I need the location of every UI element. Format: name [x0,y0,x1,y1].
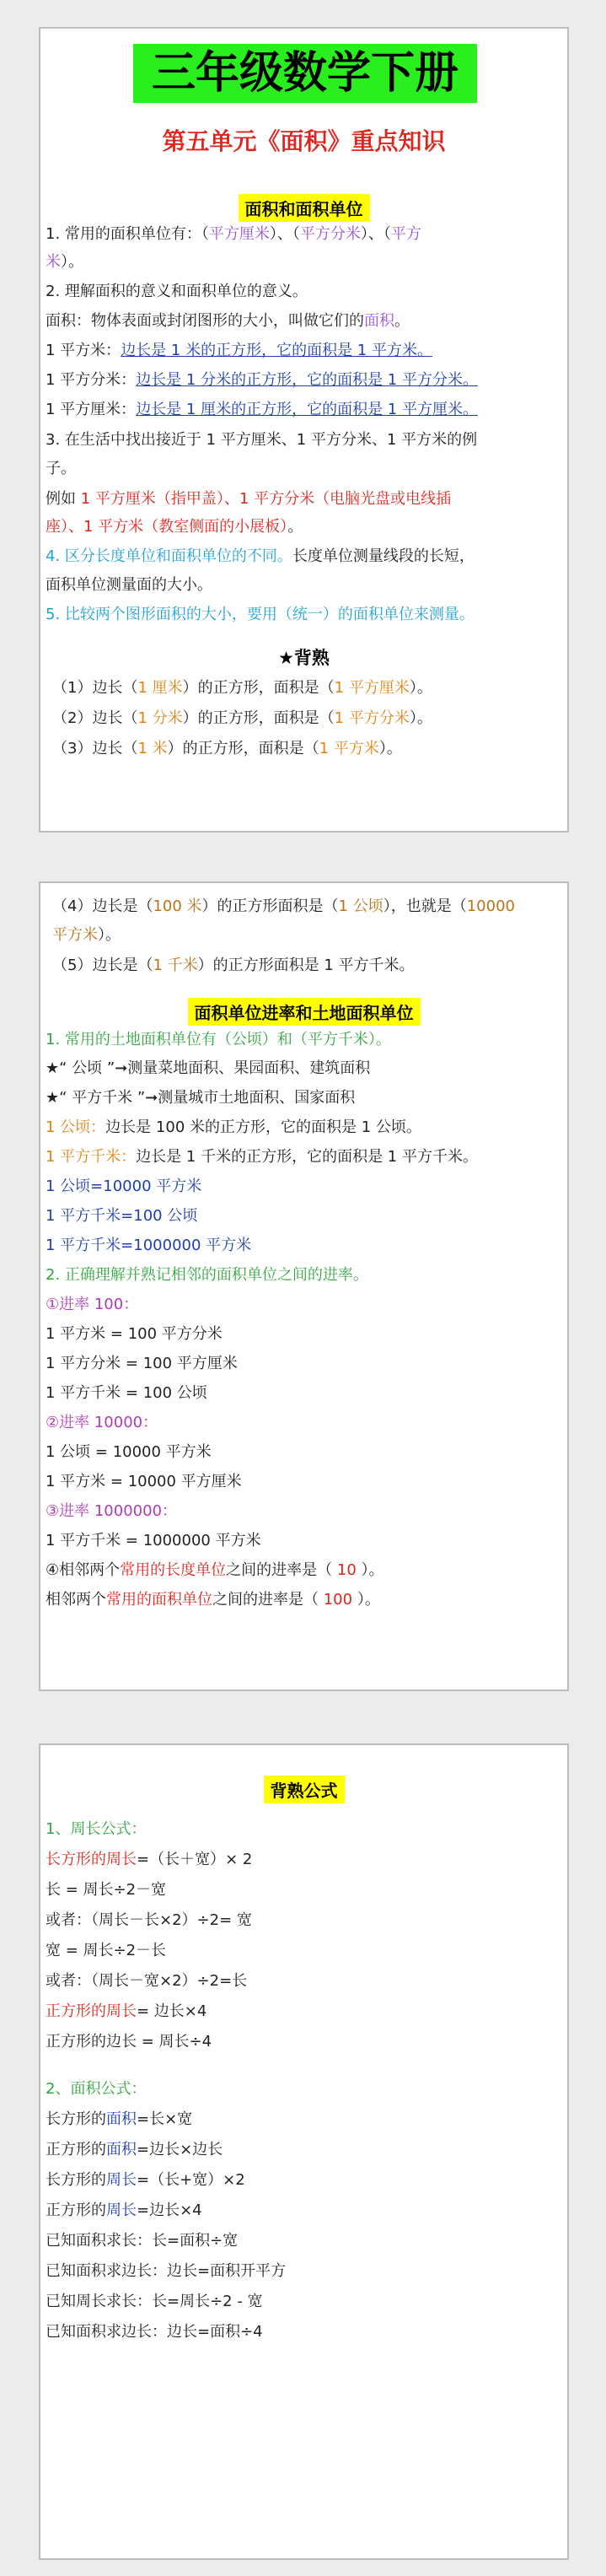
text-line: 子。 [46,460,76,477]
text-run: ）的正方形面积是（ [201,897,339,915]
text-line [46,341,562,361]
formula-heading: 1、周长公式： [46,1820,147,1838]
text-run: 相邻两个 [46,1591,106,1609]
value-highlight: 1 平方分米 [334,709,410,727]
conversion-line: 1 平方千米 = 100 公顷 [46,1384,207,1402]
formula-line: 或者：（周长－宽×2）÷2=长 [46,1972,248,1990]
text-line: ★“ 平方千米 ”➞测量城市土地面积、国家面积 [46,1089,356,1107]
conversion-line: 1 公顷=10000 平方米 [46,1178,202,1195]
value-highlight: 1 公顷 [338,897,383,915]
term-highlight: 周长 [106,2171,137,2189]
text-run: ）。 [98,926,121,944]
term-highlight: 1 公顷： [46,1118,106,1136]
text-line [46,1118,562,1138]
text-run: 1 平方米： [46,342,121,359]
text-run: 之间的进率是（ [226,1561,337,1579]
text-run: 1 平方分米： [46,371,137,389]
term-highlight: 正方形的周长 [46,2002,137,2020]
text-run: =长×宽 [137,2110,193,2128]
text-run: 正方形的 [46,2141,106,2158]
text-line [46,311,562,331]
text-run: ）。 [356,1561,384,1579]
formula-line: 已知面积求边长：边长=面积开平方 [46,2262,287,2280]
text-run: ）、（ [360,225,391,243]
text-line: ★“ 公顷 ”➞测量菜地面积、果园面积、建筑面积 [46,1059,371,1077]
definition-underlined: 边长是 1 米的正方形，它的面积是 1 平方米。 [121,342,432,359]
text-run: ）、（ [269,225,300,243]
text-run: （3）边长（ [52,740,138,757]
text-run: （4）边长是（ [52,897,153,915]
term-highlight: 面积 [106,2141,137,2158]
conversion-line: 1 平方千米 = 1000000 平方米 [46,1532,261,1549]
rate-heading: ①进率 100： [46,1296,139,1313]
conversion-line: 1 平方米 = 10000 平方厘米 [46,1473,242,1490]
text-run: （2）边长（ [52,709,138,727]
text-line [46,489,562,509]
memorize-header-wrap [40,644,567,670]
text-run: 边长是 100 米的正方形，它的面积是 1 公顷。 [105,1118,421,1136]
main-title: 三年级数学下册 [133,44,477,103]
text-line: 1. 常用的土地面积单位有（公顷）和（平方千米）。 [46,1031,391,1048]
text-run: 长度单位测量线段的长短， [292,547,475,565]
text-run: ），也就是（ [383,897,467,915]
text-line: 2. 理解面积的意义和面积单位的意义。 [46,283,308,300]
text-run: 长方形的 [46,2171,106,2189]
section-header-wrap [40,194,567,222]
text-run: 。 [394,312,410,330]
text-run: ）。 [61,253,83,271]
memorize-item [52,897,562,917]
unit-highlight: 平方厘米 [208,225,270,243]
unit-subtitle: 第五单元《面积》重点知识 [162,127,446,155]
text-run: 边长是 1 千米的正方形，它的面积是 1 平方千米。 [136,1148,478,1166]
text-run: ）的正方形，面积是（ [182,679,335,697]
section-title-area-units: 面积和面积单位 [239,194,370,222]
formula-line [46,2201,562,2221]
rate-heading: ②进率 10000： [46,1414,158,1431]
formula-line: 已知周长求长：长=周长÷2 - 宽 [46,2293,263,2310]
knowledge-card-2 [39,881,569,1691]
point-highlight: 4. 区分长度单位和面积单位的不同。 [46,547,292,565]
formula-line: 正方形的边长 = 周长÷4 [46,2033,212,2051]
value-highlight: 1 平方米 [319,740,379,757]
text-run: 之间的进率是（ [212,1591,324,1609]
formula-line [46,2170,562,2191]
section-header-wrap [40,1776,567,1803]
example-highlight: 座）、1 平方米（教室侧面的小展板） [46,518,288,536]
text-run: 面积：物体表面或封闭图形的大小，叫做它们的 [46,312,364,330]
conversion-line: 1 平方千米=1000000 平方米 [46,1237,252,1254]
formula-line [46,1850,562,1870]
text-run: =（长＋宽）× 2 [137,1851,253,1868]
value-highlight: 1 平方厘米 [334,679,410,697]
text-run: ）。 [352,1591,380,1609]
formula-heading: 2、面积公式： [46,2080,147,2098]
term-highlight: 常用的面积单位 [106,1591,212,1609]
text-run: ）的正方形面积是 1 平方千米。 [197,957,415,974]
text-line [46,224,562,245]
term-highlight: 常用的长度单位 [120,1561,227,1579]
text-run: 例如 [46,490,81,508]
memorize-item-cont [52,925,562,946]
text-run: = 边长×4 [137,2002,207,2020]
example-highlight: 1 平方厘米（指甲盖）、1 平方分米（电脑光盘或电线插 [80,490,452,508]
memorize-title: ★背熟 [278,648,330,668]
text-line: 2. 正确理解并熟记相邻的面积单位之间的进率。 [46,1266,368,1284]
value-highlight: 10000 [466,897,515,915]
conversion-line: 1 公顷 = 10000 平方米 [46,1443,212,1461]
memorize-item [52,739,562,759]
text-run: ）。 [378,740,402,757]
text-line: 面积单位测量面的大小。 [46,576,212,594]
term-highlight: 周长 [106,2201,137,2219]
conversion-line: 1 平方千米=100 公顷 [46,1207,198,1225]
section-title-formulas: 背熟公式 [264,1776,345,1803]
formula-line: 或者：（周长－长×2）÷2= 宽 [46,1911,252,1929]
text-line [46,252,562,272]
value-highlight: 100 米 [153,897,202,915]
term-highlight: 面积 [364,312,394,330]
formula-line [46,2110,562,2130]
rate-heading: ③进率 1000000： [46,1502,178,1520]
definition-underlined: 边长是 1 厘米的正方形，它的面积是 1 平方厘米。 [136,401,478,418]
text-line: 3. 在生活中找出接近于 1 平方厘米、1 平方分米、1 平方米的例 [46,431,478,449]
section-title-land-units: 面积单位进率和土地面积单位 [188,998,421,1026]
value-highlight: 平方米 [52,926,98,944]
value-highlight: 10 [336,1561,357,1579]
text-run: ）。 [409,679,432,697]
unit-highlight: 平方分米 [299,225,361,243]
section-header-wrap [40,998,567,1026]
value-highlight: 100 [323,1591,353,1609]
formula-line: 长 = 周长÷2－宽 [46,1881,167,1899]
formula-line: 已知面积求边长：边长=面积÷4 [46,2323,263,2341]
unit-highlight: 米 [46,253,61,271]
text-line [46,1560,562,1581]
text-line [46,1590,562,1610]
term-highlight: 1 平方千米： [46,1148,137,1166]
unit-highlight: 平方 [390,225,421,243]
text-line [46,370,562,391]
text-run: =边长×边长 [137,2141,223,2158]
text-run: =（长+宽）×2 [137,2171,245,2189]
text-run: 1. 常用的面积单位有：（ [46,225,209,243]
conversion-line: 1 平方分米 = 100 平方厘米 [46,1355,238,1372]
text-run: 。 [287,518,303,536]
definition-underlined: 边长是 1 分米的正方形，它的面积是 1 平方分米。 [136,371,478,389]
conversion-line: 1 平方米 = 100 平方分米 [46,1325,223,1343]
term-highlight: 面积 [106,2110,137,2128]
memorize-item [52,709,562,729]
text-run: （5）边长是（ [52,957,153,974]
formula-line [46,2140,562,2160]
text-run: ④相邻两个 [46,1561,121,1579]
memorize-item [52,678,562,698]
text-run: ）。 [409,709,432,727]
text-run: ）的正方形，面积是（ [182,709,335,727]
text-run: 长方形的 [46,2110,106,2128]
term-highlight: 长方形的周长 [46,1851,137,1868]
text-line [46,547,562,567]
value-highlight: 1 分米 [137,709,183,727]
text-run: 1 平方厘米： [46,401,137,418]
formula-card [39,1743,569,2560]
memorize-item [52,956,562,976]
text-run: =边长×4 [137,2201,202,2219]
text-line [46,400,562,420]
text-line: 5. 比较两个图形面积的大小，要用（统一）的面积单位来测量。 [46,606,475,623]
formula-line [46,2002,562,2022]
value-highlight: 1 厘米 [137,679,183,697]
text-line [46,1147,562,1167]
text-line [46,517,562,537]
text-run: （1）边长（ [52,679,138,697]
text-run: 正方形的 [46,2201,106,2219]
value-highlight: 1 千米 [153,957,198,974]
text-run: ）的正方形，面积是（ [167,740,319,757]
formula-line: 已知面积求长：长=面积÷宽 [46,2232,239,2250]
knowledge-card-1 [39,27,569,833]
value-highlight: 1 米 [137,740,168,757]
formula-line: 宽 = 周长÷2－长 [46,1942,167,1959]
